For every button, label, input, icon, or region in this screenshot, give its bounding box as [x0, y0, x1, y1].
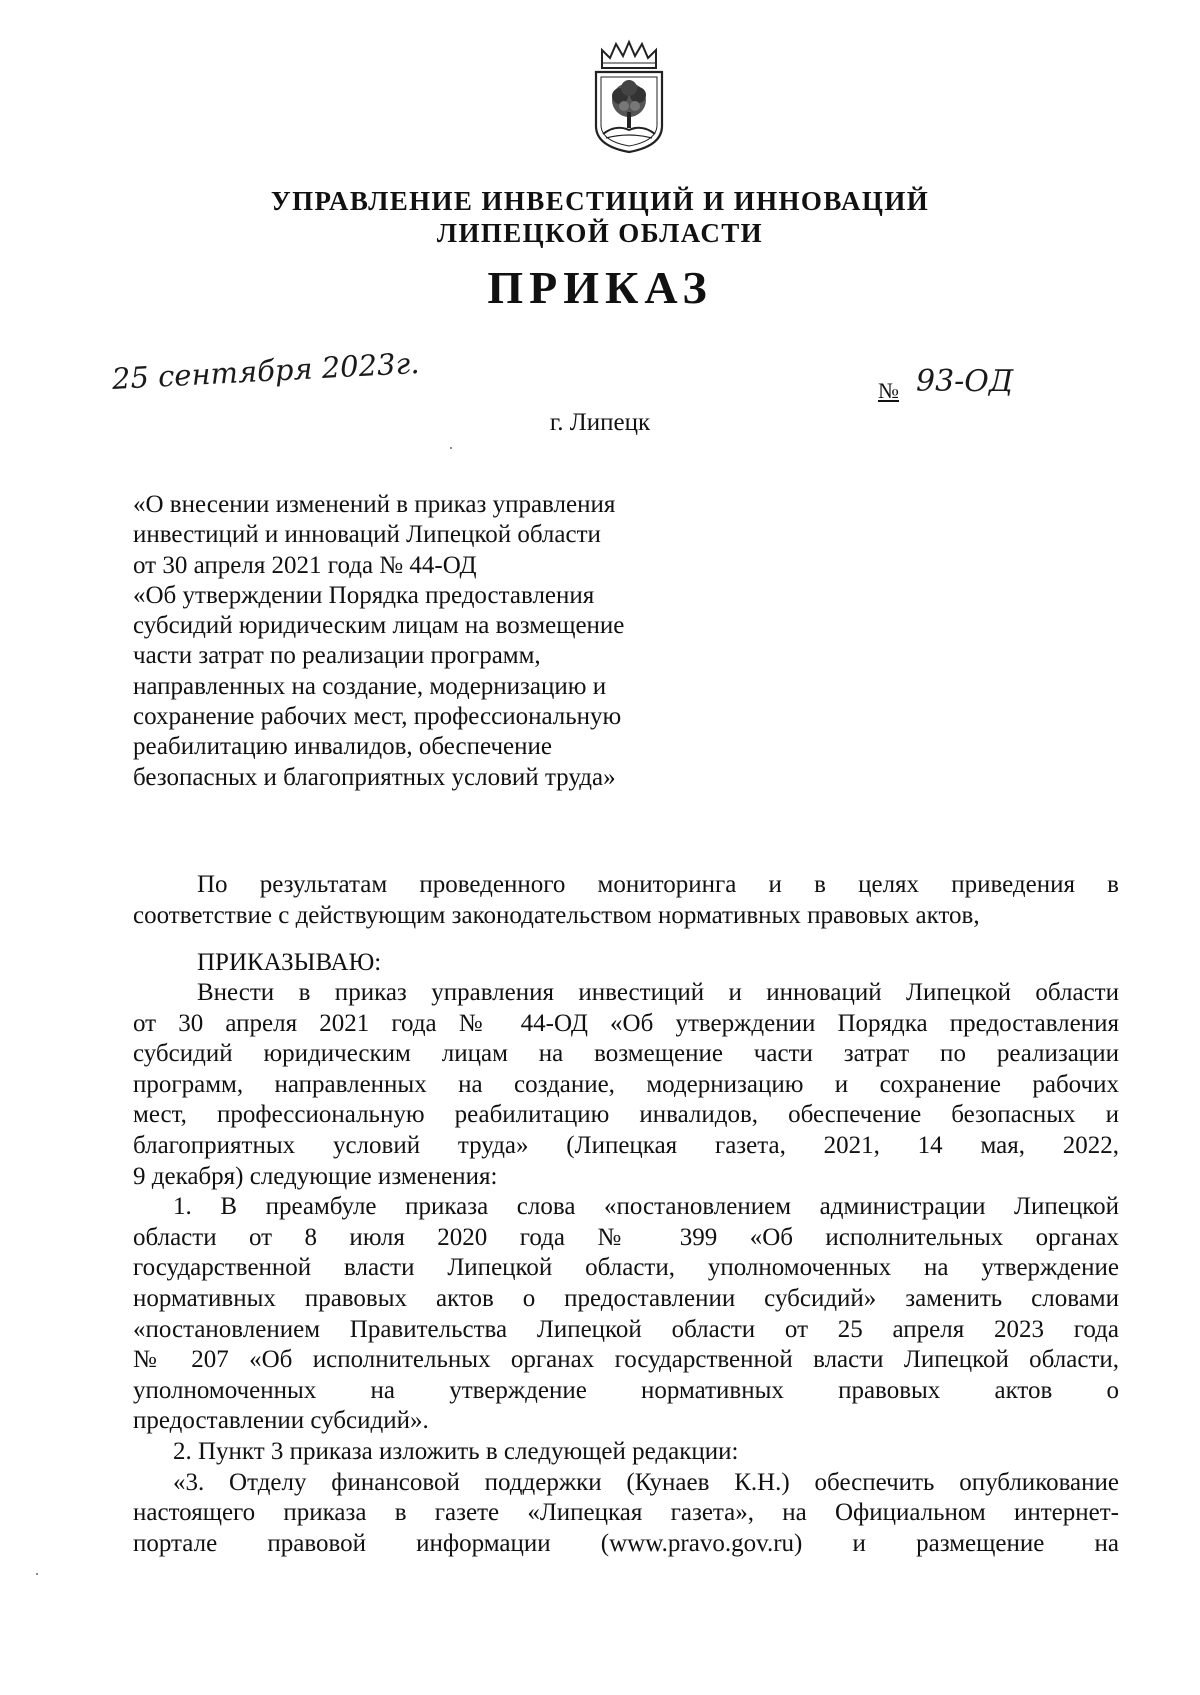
title-line: направленных на создание, модернизацию и — [133, 672, 607, 700]
item-1-line: «постановлением Правительства Липецкой области от 25 апреля 2023 года — [133, 1315, 1119, 1343]
text-line: благоприятных условий труда» (Липецкая газета, 2021, 14 мая, 2022, — [133, 1131, 1119, 1159]
number-label: № — [878, 378, 899, 403]
title-line: от 30 апреля 2021 года № 44-ОД — [133, 551, 477, 579]
text-line: соответствие с действующим законодательством нормативных правовых актов, — [133, 901, 980, 929]
item-3-line: портале правовой информации (www.pravo.gov.ru) и размещение на — [133, 1529, 1119, 1557]
organization-name-line2: ЛИПЕЦКОЙ ОБЛАСТИ — [436, 218, 764, 248]
scan-speck — [450, 447, 452, 449]
item-3-line: настоящего приказа в газете «Липецкая газета», на Официальном интернет- — [133, 1499, 1119, 1527]
text-line: от 30 апреля 2021 года № 44-ОД «Об утверждении Порядка предоставления — [133, 1009, 1119, 1037]
document-type-title: ПРИКАЗ — [487, 262, 713, 313]
main-paragraph — [133, 978, 1119, 1559]
document-title-block — [133, 490, 713, 793]
scan-speck — [36, 1573, 38, 1575]
item-1-line: государственной власти Липецкой области, уполномоченных на утверждение — [133, 1254, 1119, 1282]
title-line: реабилитацию инвалидов, обеспечение — [133, 733, 552, 761]
preamble-paragraph — [133, 870, 1119, 931]
title-line: субсидий юридическим лицам на возмещение — [133, 612, 625, 640]
item-1-line: № 207 «Об исполнительных органах государственной власти Липецкой области, — [133, 1346, 1119, 1374]
item-1-line: нормативных правовых актов о предоставлении субсидий» заменить словами — [133, 1284, 1119, 1312]
item-1-line: области от 8 июля 2020 года № 399 «Об исполнительных органах — [133, 1223, 1119, 1251]
order-word: ПРИКАЗЫВАЮ: — [197, 949, 382, 976]
text-line: мест, профессиональную реабилитацию инвалидов, обеспечение безопасных и — [133, 1101, 1119, 1129]
text-line: 9 декабря) следующие изменения: — [133, 1162, 498, 1190]
title-line: части затрат по реализации программ, — [133, 642, 541, 670]
order-word-block — [133, 948, 1119, 979]
handwritten-document-number: 93-ОД — [916, 364, 1014, 399]
text-line: По результатам проведенного мониторинга и в целях приведения в — [197, 871, 1119, 898]
coat-of-arms-icon — [586, 38, 672, 156]
handwritten-date: 25 сентября 2023г. — [111, 345, 421, 396]
title-line: «Об утверждении Порядка предоставления — [133, 581, 595, 609]
title-line: «О внесении изменений в приказ управления — [133, 491, 616, 518]
item-1-line: 1. В преамбуле приказа слова «постановлением администрации Липецкой — [173, 1193, 1119, 1221]
title-line: сохранение рабочих мест, профессиональную — [133, 703, 622, 731]
item-1-line: предоставлении субсидий». — [133, 1407, 429, 1435]
title-line: безопасных и благоприятных условий труда» — [133, 763, 616, 791]
title-line: инвестиций и инноваций Липецкой области — [133, 521, 601, 549]
text-line: субсидий юридическим лицам на возмещение части затрат по реализации — [133, 1040, 1119, 1068]
item-2-line: 2. Пункт 3 приказа изложить в следующей редакции: — [173, 1437, 739, 1465]
item-1-line: уполномоченных на утверждение нормативных правовых актов о — [133, 1376, 1119, 1404]
text-line: программ, направленных на создание, модернизацию и сохранение рабочих — [133, 1070, 1119, 1098]
text-line: Внести в приказ управления инвестиций и инноваций Липецкой области — [197, 979, 1119, 1006]
city-line: г. Липецк — [549, 409, 651, 436]
item-3-line: «3. Отделу финансовой поддержки (Кунаев К.Н.) обеспечить опубликование — [173, 1468, 1119, 1496]
organization-name-line1: УПРАВЛЕНИЕ ИНВЕСТИЦИЙ И ИННОВАЦИЙ — [270, 186, 930, 216]
